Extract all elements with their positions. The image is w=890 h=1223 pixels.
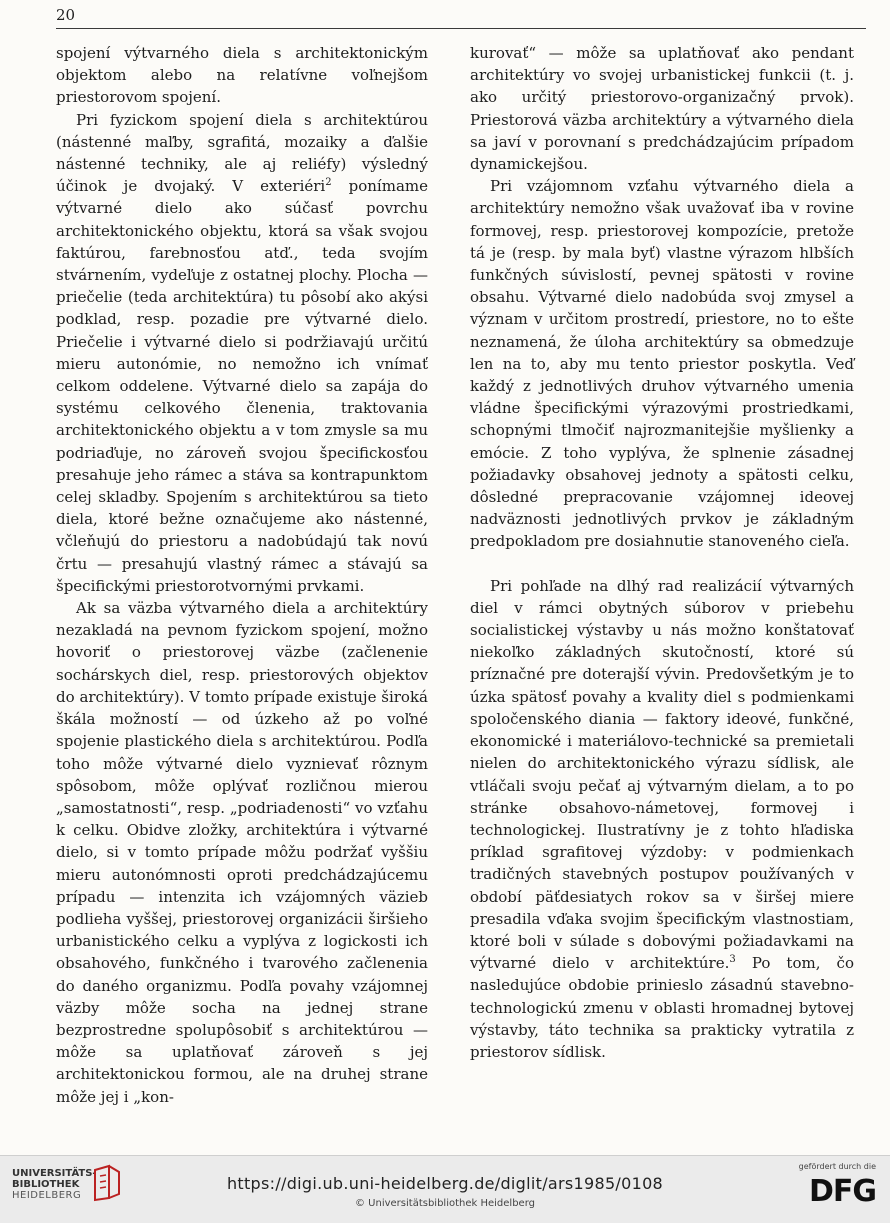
right-column (470, 42, 854, 1063)
library-name-line1: UNIVERSITÄTS- (12, 1168, 97, 1179)
left-paragraph: spojení výtvarného diela s architektonickým objektom alebo na relatívne voľnejšom priestorovom spojení. (56, 44, 428, 107)
page-number: 20 (56, 6, 76, 24)
permalink-url[interactable]: https://digi.ub.uni-heidelberg.de/diglit/ars1985/0108 (226, 1174, 664, 1193)
right-paragraph: Pri pohľade na dlhý rad realizácií výtvarných diel v rámci obytných súborov v priebehu socialistickej výstavby u nás možno konštatovať niekoľko základných skutočností, ktoré sú príznačné pre doterajší vývin. Predovšetkým je to úzka spätosť povahy a kvality diel s podmienkami spoločenského diania — faktory ideové, funkčné, ekonomické i materiálovo-technické sa premietali nielen do architektonického výrazu sídlisk, ale vtláčali svoju pečať aj výtvarným dielam, a to po stránke obsahovo-námetovej, formovej i technologickej. Ilustratívny je z tohto hľadiska príklad sgrafitovej výzdoby: v podmienkach tradičných stavebných postupov používaných v období päťdesiatych rokov sa v širšej miere presadila vďaka svojim špecifickým vlastnostiam, ktoré boli v súlade s dobovými požiadavkami na výtvarné dielo v architektúre.$^3$ Po tom, čo nasledujúce obdobie prinieslo zásadnú stavebno-technologickú zmenu v oblasti hromadnej bytovej výstavby, táto technika sa prakticky vytratila z priestorov sídlisk. (470, 576, 854, 1061)
left-paragraph: Pri fyzickom spojení diela s architektúrou (nástenné maľby, sgrafitá, mozaiky a ďalšie nástenné techniky, ale aj reliéfy) výsledný účinok je dvojaký. V exteriéri$^2$ ponímame výtvarné dielo ako súčasť povrchu architektonického objektu, ktorá sa však svojou faktúrou, farebnosťou atď., teda svojím stvárnením, vydeľuje z ostatnej plochy. Plocha — priečelie (teda architektúra) tu pôsobí ako akýsi podklad, resp. pozadie pre výtvarné dielo. Priečelie i výtvarné dielo si podržiavajú určitú mieru autonómie, no nemožno ich vnímať celkom oddelene. Výtvarné dielo sa zapája do systému celkového členenia, traktovania architektonického objektu a v tom zmysle sa mu podriaďuje, no zároveň svojou špecifickosťou presahuje jeho rámec a stáva sa kontrapunktom celej skladby. Spojením s architektúrou sa tieto diela, ktoré bežne označujeme ako nástenné, včleňujú do priestoru a nadobúdajú tak novú črtu — presahujú vlastný rámec a stávajú sa špecifickými priestorotvornými prvkami. (56, 110, 428, 595)
copyright-notice: © Universitätsbibliothek Heidelberg (354, 1198, 535, 1209)
dfg-caption: gefördert durch die (798, 1162, 876, 1171)
library-name-line2: BIBLIOTHEK (12, 1179, 80, 1190)
library-name-line3: HEIDELBERG (12, 1190, 82, 1201)
header-rule (56, 28, 866, 29)
footer-bar (0, 1155, 890, 1223)
left-column (56, 42, 428, 1108)
right-paragraph: Pri vzájomnom vzťahu výtvarného diela a architektúry nemožno však uvažovať iba v rovine formovej, resp. priestorovej kompozície, pretože tá je (resp. by mala byť) vlastne výrazom hlbších funkčných súvislostí, pevnej spätosti v rovine obsahu. Výtvarné dielo nadobúda svoj zmysel a význam v určitom prostredí, priestore, no to ešte neznamená, že úloha architektúry sa obmedzuje len na to, aby mu tento priestor poskytla. Veď každý z jednotlivých druhov výtvarného umenia vládne špecifickými výrazovými prostriedkami, schopnými tlmočiť najrozmanitejšie myšlienky a emócie. Z toho vyplýva, že splnenie zásadnej požiadavky obsahovej jednoty a spätosti celku, dôsledné prepracovanie vzájomnej ideovej nadväznosti jednotlivých prvkov je základným predpokladom pre dosiahnutie stanoveného cieľa. (470, 177, 854, 551)
right-paragraph: kurovať“ — môže sa uplatňovať ako pendant architektúry vo svojej urbanistickej funkcii (t. j. ako určitý priestorovo-organizačný prvok). Priestorová väzba architektúry a výtvarného diela sa javí v porovnaní s predchádzajúcim prípadom dynamickejšou. (470, 44, 854, 174)
dfg-logo[interactable]: DFG (808, 1174, 876, 1209)
left-paragraph: Ak sa väzba výtvarného diela a architektúry nezakladá na pevnom fyzickom spojení, možno hovoriť o priestorovej väzbe (začlenenie sochárskych diel, resp. priestorových objektov do architektúry). V tomto prípade existuje široká škála možností — od úzkeho až po voľné spojenie plastického diela s architektúrou. Podľa toho môže výtvarné dielo vyznievať rôznym spôsobom, môže oplývať rozličnou mierou „samostatnosti“, resp. „podriadenosti“ vo vzťahu k celku. Obidve zložky, architektúra i výtvarné dielo, si v tomto prípade môžu podržať vyššiu mieru autonómnosti oproti predchádzajúcemu prípadu — intenzita ich vzájomných väzieb podlieha vyššej, priestorovej organizácii širšieho urbanistického celku a vyplýva z logickosti ich obsahového, funkčného i tvarového začlenenia do daného organizmu. Podľa povahy vzájomnej väzby môže socha na jednej strane bezprostredne spolupôsobiť s architektúrou — môže sa uplatňovať zároveň s jej architektonickou formou, ale na druhej strane môže jej i „kon- (56, 599, 428, 1106)
